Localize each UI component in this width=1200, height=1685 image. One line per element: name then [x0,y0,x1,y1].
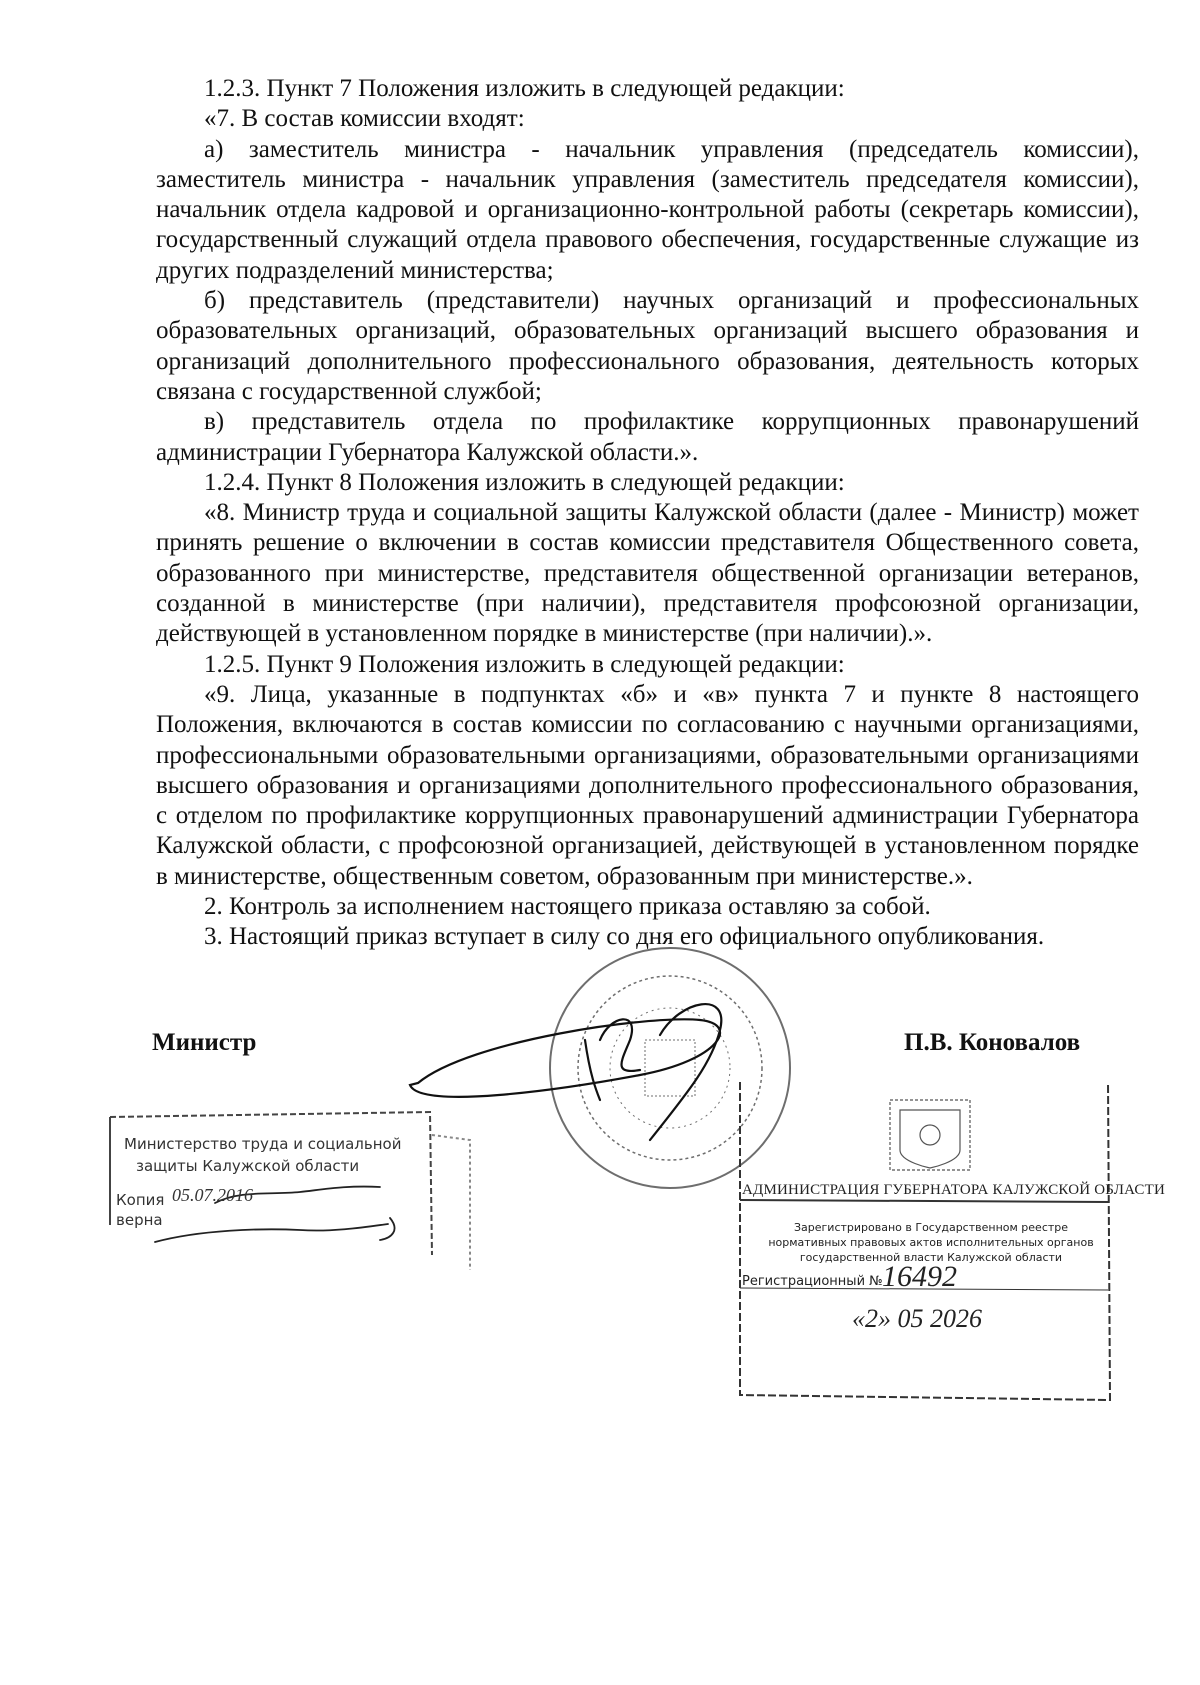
registration-date: «2» 05 2026 [852,1304,982,1333]
copy-stamp-date: 05.07.2016 [172,1185,253,1205]
paragraph-7a: а) заместитель министра - начальник управления (председатель комиссии), заместитель министра - начальник управления (заместитель председателя комиссии), начальник отдела кадровой и организационно-контрольной работы (секретарь комиссии), государственный служащий отдела правового обеспечения, государственные служащие из других подразделений министерства; [156,135,1139,284]
registration-stamp [732,1172,1165,1404]
registration-stamp-header: АДМИНИСТРАЦИЯ ГУБЕРНАТОРА КАЛУЖСКОЙ ОБЛАСТИ [742,1182,1165,1198]
registration-number-label: Регистрационный № [742,1274,883,1289]
paragraph-8: «8. Министр труда и социальной защиты Калужской области (далее - Министр) может принять решение о включении в состав комиссии представителя Общественного совета, образованного при министерстве, представителя общественной организации ветеранов, созданной в министерстве (при наличии), представителя профсоюзной организации, действующей в установленном порядке в министерстве (при наличии).». [156,499,1139,648]
registration-stamp-text: Зарегистрировано в Государственном реестре нормативных правовых актов исполнительных органов государственной власти Калужской области [768,1221,1094,1264]
handwritten-signature-icon [410,1004,721,1140]
paragraph-1-2-5: 1.2.5. Пункт 9 Положения изложить в следующей редакции: [204,650,845,678]
copy-stamp-line-1: Министерство труда и социальной [124,1135,402,1153]
copy-stamp-label-true: верна [116,1211,163,1229]
copy-stamp-label-copy: Копия [116,1191,165,1209]
paragraph-7c: в) представитель отдела по профилактике коррупционных правонарушений администрации Губернатора Калужской области.». [156,408,1139,466]
paragraph-7b: б) представитель (представители) научных организаций и профессиональных образовательных организаций, образовательных организаций высшего образования и организаций дополнительного профессионального образования, деятельность которых связана с государственной службой; [156,287,1139,405]
paragraph-2: 2. Контроль за исполнением настоящего приказа оставляю за собой. [204,893,931,921]
paragraph-3: 3. Настоящий приказ вступает в силу со дня его официального опубликования. [204,923,1045,951]
coat-of-arms-icon [890,1100,970,1170]
signatory-title: Министр [152,1029,257,1056]
paragraph-1-2-3: 1.2.3. Пункт 7 Положения изложить в следующей редакции: [204,75,845,102]
signatory-name: П.В. Коновалов [904,1029,1081,1056]
registration-number: 16492 [882,1260,957,1293]
paragraph-1-2-4: 1.2.4. Пункт 8 Положения изложить в следующей редакции: [204,468,845,496]
copy-stamp [110,1117,430,1257]
paragraph-9: «9. Лица, указанные в подпунктах «б» и «в» пункта 7 и пункте 8 настоящего Положения, включаются в состав комиссии по согласованию с научными организациями, профессиональными образовательными организациями, образовательными организациями высшего образования и организациями дополнительного профессионального образования, с отделом по профилактике коррупционных правонарушений администрации Губернатора Калужской области, с профсоюзной организацией, действующей в установленном порядке в министерстве, общественным советом, образованным при министерстве.». [156,680,1139,890]
copy-stamp-line-2: защиты Калужской области [136,1157,360,1175]
paragraph-7-intro: «7. В состав комиссии входят: [204,105,525,133]
